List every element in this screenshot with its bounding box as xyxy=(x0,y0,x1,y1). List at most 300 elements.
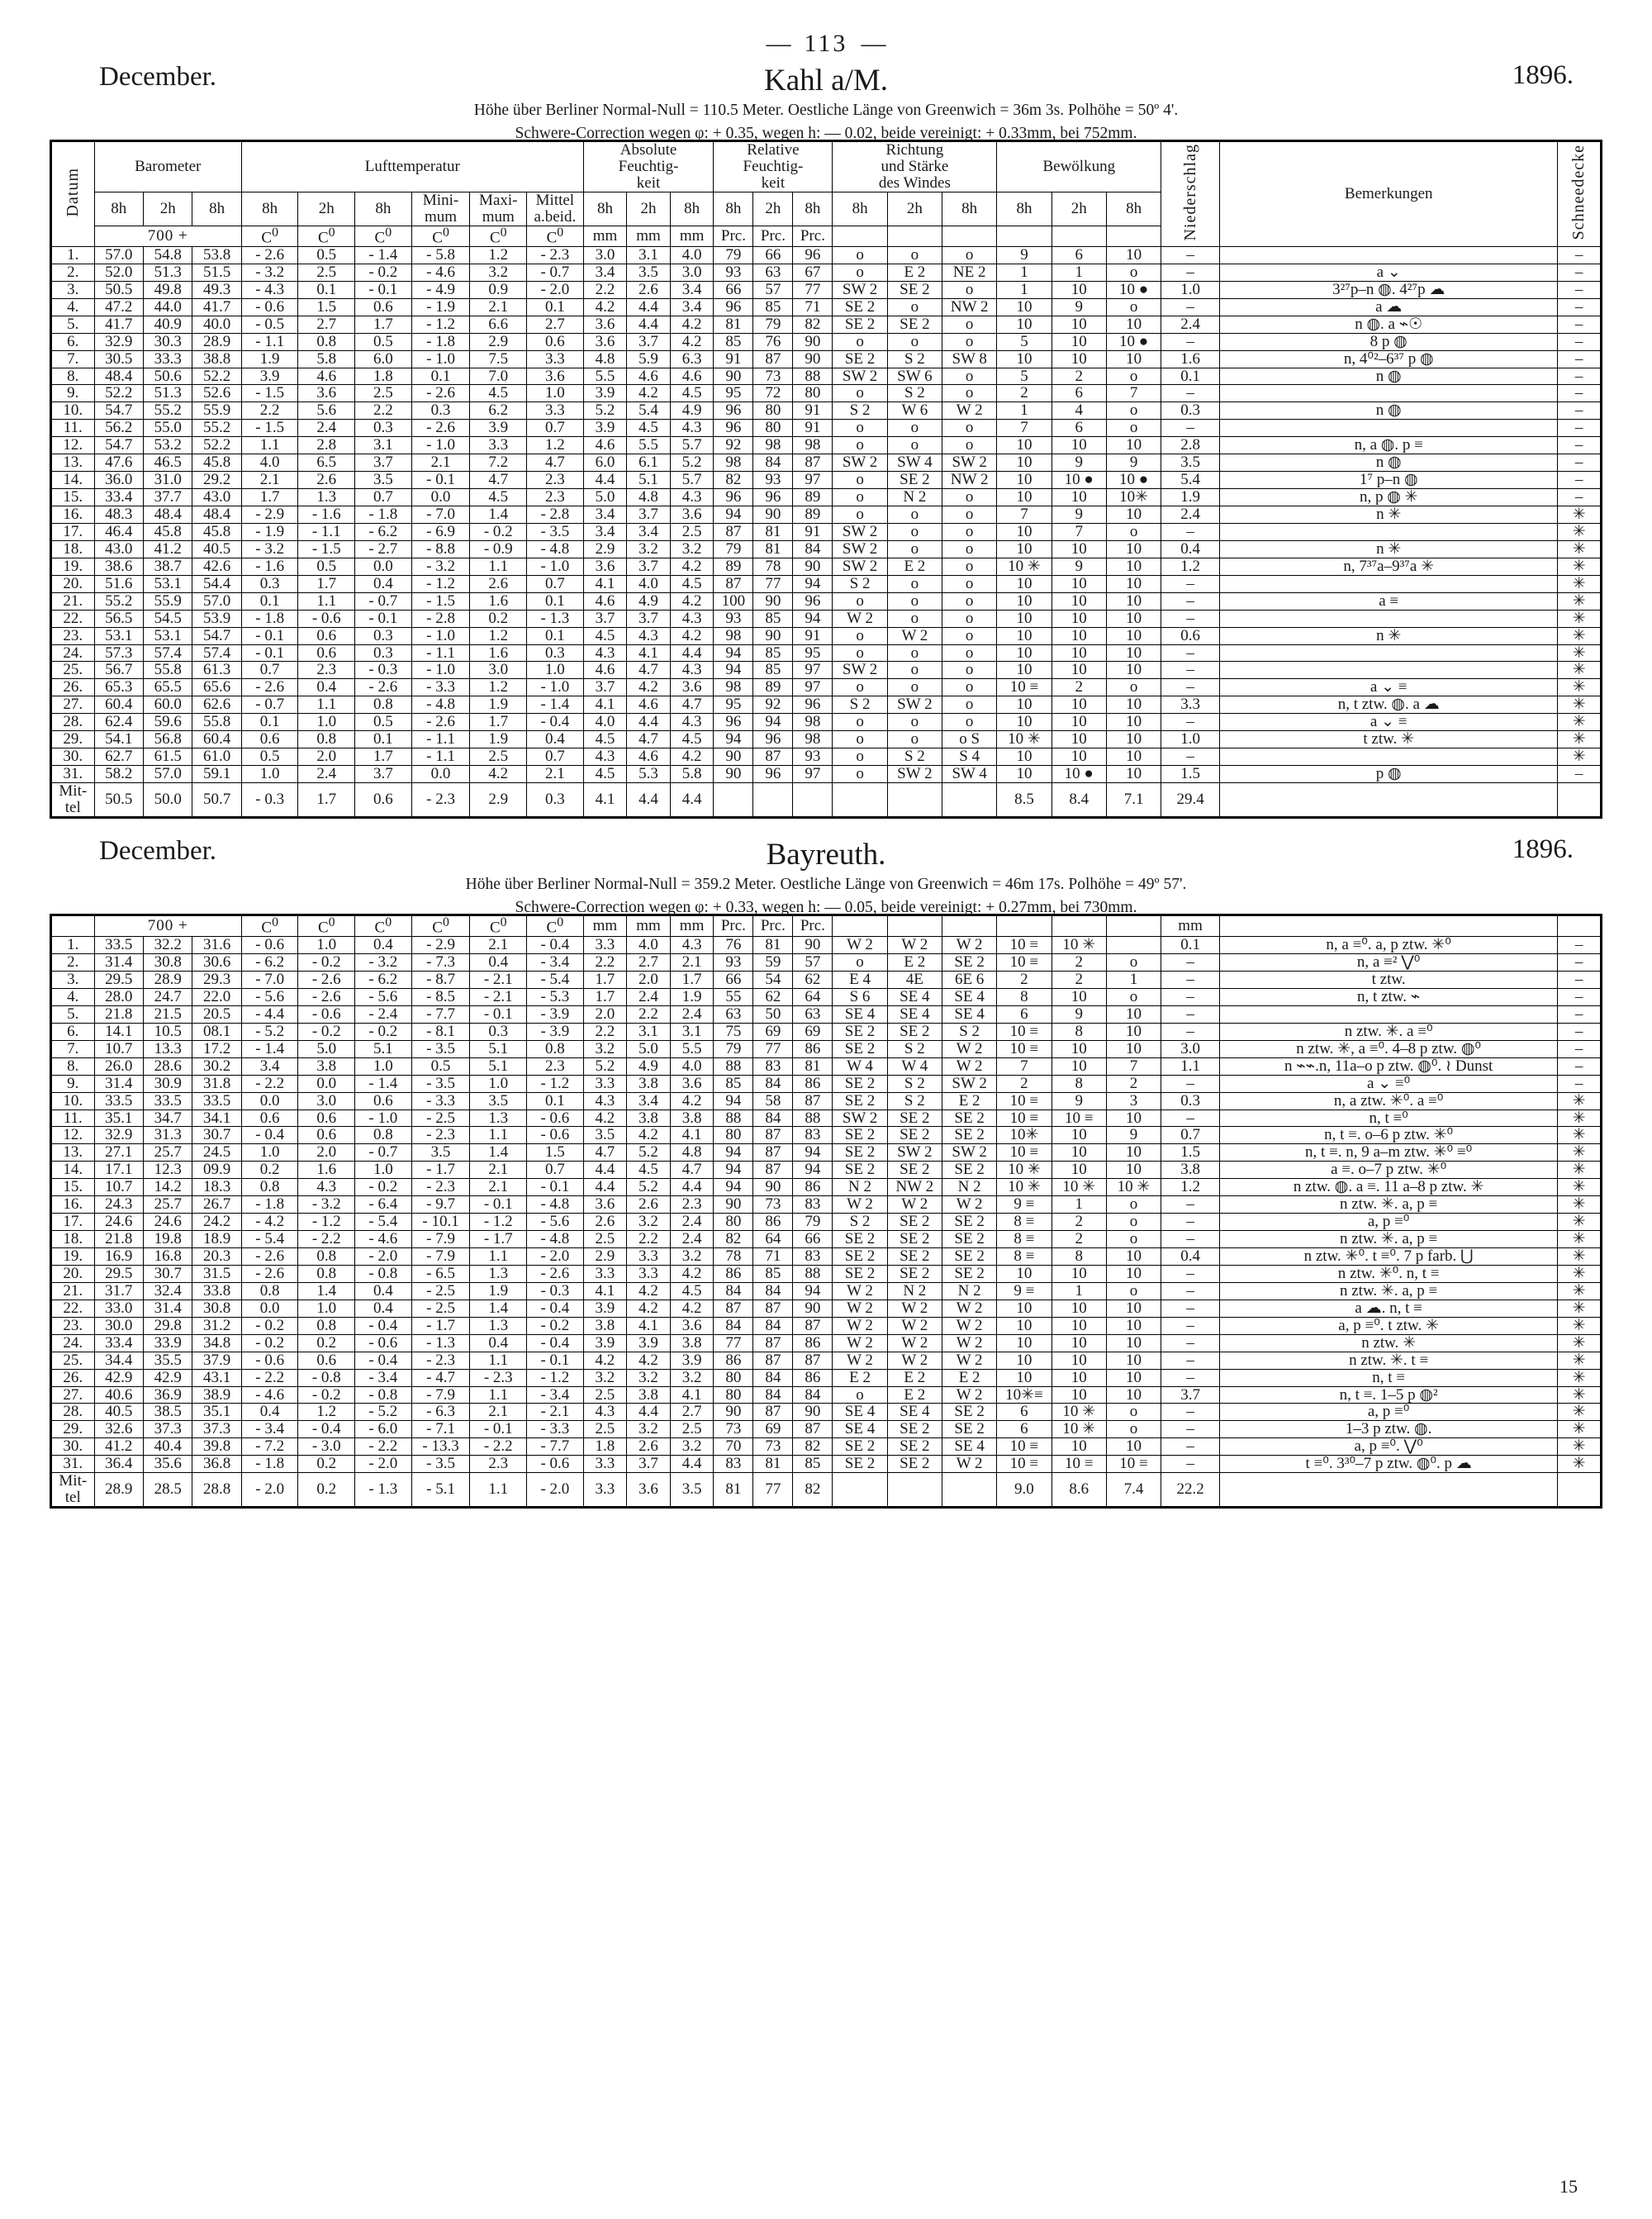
cell-abs-humidity: 4.4 xyxy=(670,1179,714,1196)
cell-abs-humidity: 3.9 xyxy=(583,385,627,402)
cell-abs-humidity: 3.7 xyxy=(627,1456,671,1473)
cell-rel-humidity: 94 xyxy=(793,1282,833,1300)
cell-wind: W 4 xyxy=(833,1057,887,1075)
header-bar-8h: 8h xyxy=(94,192,143,226)
cell-wind: W 2 xyxy=(833,1196,887,1214)
cell-barometer: 57.3 xyxy=(94,644,143,662)
cell-wind: S 2 xyxy=(833,696,887,714)
cell-cloud: 10 xyxy=(1051,1334,1106,1352)
cell-barometer: 24.2 xyxy=(192,1214,241,1231)
cell-rel-humidity: 98 xyxy=(793,437,833,454)
cell-temperature: - 0.1 xyxy=(241,627,298,644)
cell-remarks: n ✳ xyxy=(1220,627,1558,644)
cell-cloud: 10 xyxy=(1106,1110,1161,1127)
cell-cloud: 7 xyxy=(997,420,1051,437)
cell-abs-humidity: 4.2 xyxy=(670,748,714,766)
cell-abs-humidity: 6.1 xyxy=(627,454,671,472)
cell-barometer: 52.2 xyxy=(192,368,241,385)
cell-snowcover: ✳ xyxy=(1558,1265,1602,1282)
cell-temperature: - 2.6 xyxy=(411,420,470,437)
cell-temperature: - 4.7 xyxy=(411,1369,470,1386)
cell-remarks: n ztw. ✳. a, p ≡ xyxy=(1220,1231,1558,1248)
cell-wind: SE 4 xyxy=(833,1421,887,1438)
cell-snowcover: ✳ xyxy=(1558,1179,1602,1196)
cell-abs-humidity: 4.5 xyxy=(670,575,714,592)
cell-rel-humidity: 83 xyxy=(793,1196,833,1214)
cell-rel-humidity: 86 xyxy=(793,1075,833,1092)
cell-wind: o xyxy=(833,437,887,454)
cell-temperature: - 4.2 xyxy=(241,1214,298,1231)
cell-remarks: n ⌁⌁.n, 11a–o p ztw. ◍⁰. ≀ Dunst xyxy=(1220,1057,1558,1075)
cell-temperature: - 1.1 xyxy=(411,748,470,766)
cell-barometer: 42.9 xyxy=(94,1369,143,1386)
cell-wind: SE 4 xyxy=(887,1404,942,1421)
cell-barometer: 39.8 xyxy=(192,1438,241,1456)
unit-rel-1: Prc. xyxy=(714,226,753,246)
cell-cloud: 1 xyxy=(1106,972,1161,989)
cell-barometer: 52.6 xyxy=(192,385,241,402)
cell-wind: E 2 xyxy=(942,1369,996,1386)
cell-remarks: 1⁷ p–n ◍ xyxy=(1220,472,1558,489)
cell-rel-humidity: 80 xyxy=(714,1386,753,1404)
month-label-bayreuth: December. xyxy=(99,835,217,866)
cell-temperature: 1.1 xyxy=(470,1248,527,1266)
cell-temperature: - 2.6 xyxy=(241,246,298,264)
cell-rel-humidity: 89 xyxy=(793,506,833,524)
cell-cloud: 10 xyxy=(997,437,1051,454)
cell-temperature: 4.3 xyxy=(298,1179,355,1196)
cell-cloud: 8 xyxy=(1051,1075,1106,1092)
cell-remarks: a ☁ xyxy=(1220,298,1558,316)
cell-precipitation: 2.4 xyxy=(1161,316,1220,333)
cell-barometer: 21.5 xyxy=(144,1005,192,1023)
cell-snowcover: – xyxy=(1558,1023,1602,1040)
header-abs-feucht: Absolute Feuchtig- keit xyxy=(583,141,714,192)
cell-abs-humidity: 4.7 xyxy=(583,1144,627,1162)
cell-temperature: 2.3 xyxy=(527,489,584,506)
cell-temperature: 1.0 xyxy=(298,1300,355,1317)
cell-temperature: 0.0 xyxy=(241,1300,298,1317)
cell-temperature: 3.9 xyxy=(241,368,298,385)
cell-wind: o xyxy=(887,246,942,264)
cell-barometer: 59.1 xyxy=(192,766,241,783)
cell-wind: SE 2 xyxy=(833,1456,887,1473)
row-day: 28. xyxy=(51,1404,95,1421)
cell-barometer: 61.3 xyxy=(192,662,241,679)
cell-temperature: - 1.0 xyxy=(411,350,470,368)
cell-precipitation: – xyxy=(1161,1456,1220,1473)
cell-rel-humidity: 84 xyxy=(753,1110,793,1127)
cell-temperature: - 1.7 xyxy=(470,1231,527,1248)
cell-abs-humidity: 3.9 xyxy=(627,1334,671,1352)
cell-temperature: - 5.4 xyxy=(527,972,584,989)
cell-temperature: 1.4 xyxy=(470,506,527,524)
cell-rel-humidity: 81 xyxy=(753,523,793,540)
header-wind-2h: 2h xyxy=(887,192,942,226)
cell-rel-humidity-mean xyxy=(753,783,793,818)
cell-wind: SE 2 xyxy=(887,316,942,333)
cell-remarks: n ztw. ◍. a ≡. 11 a–8 p ztw. ✳ xyxy=(1220,1179,1558,1196)
cell-precipitation: – xyxy=(1161,1282,1220,1300)
cell-rel-humidity: 81 xyxy=(793,1057,833,1075)
cell-temperature: - 0.3 xyxy=(527,1282,584,1300)
cell-remarks: n ztw. ✳. a, p ≡ xyxy=(1220,1282,1558,1300)
cell-rel-humidity: 85 xyxy=(714,1075,753,1092)
table-row xyxy=(51,1179,1602,1196)
cell-temperature: - 1.1 xyxy=(411,731,470,748)
cell-abs-humidity: 3.9 xyxy=(583,1300,627,1317)
cell-remarks xyxy=(1220,1005,1558,1023)
cell-rel-humidity: 90 xyxy=(714,766,753,783)
cell-temperature: - 13.3 xyxy=(411,1438,470,1456)
cell-temperature-mean: 0.6 xyxy=(355,783,412,818)
cell-abs-humidity: 4.1 xyxy=(583,1282,627,1300)
header-bemerkungen: Bemerkungen xyxy=(1220,141,1558,247)
cell-temperature-mean: 1.7 xyxy=(298,783,355,818)
cell-snowcover: – xyxy=(1558,350,1602,368)
cell-wind: SE 4 xyxy=(887,1005,942,1023)
cell-rel-humidity: 57 xyxy=(793,954,833,972)
cell-cloud: 10 xyxy=(1106,644,1161,662)
cell-rel-humidity: 82 xyxy=(793,316,833,333)
cell-temperature: 4.7 xyxy=(527,454,584,472)
footer-number: 15 xyxy=(1559,2176,1578,2197)
cell-cloud: 10 ✳ xyxy=(1051,1179,1106,1196)
cell-abs-humidity: 3.3 xyxy=(583,937,627,954)
cell-precipitation: 1.1 xyxy=(1161,1057,1220,1075)
cell-wind: NW 2 xyxy=(887,1179,942,1196)
cell-cloud: 10 xyxy=(1106,437,1161,454)
cell-barometer: 54.8 xyxy=(144,246,192,264)
cell-abs-humidity: 2.6 xyxy=(627,1438,671,1456)
cell-wind: N 2 xyxy=(942,1179,996,1196)
header-bar-2h: 2h xyxy=(144,192,192,226)
cell-snowcover: ✳ xyxy=(1558,523,1602,540)
cell-rel-humidity: 96 xyxy=(714,298,753,316)
cell-barometer: 35.1 xyxy=(94,1110,143,1127)
cell-rel-humidity: 85 xyxy=(793,1456,833,1473)
cell-cloud: 10 ✳ xyxy=(1051,1404,1106,1421)
table-row xyxy=(51,1005,1602,1023)
cell-barometer: 18.9 xyxy=(192,1231,241,1248)
cell-barometer: 61.0 xyxy=(192,748,241,766)
cell-rel-humidity: 66 xyxy=(714,281,753,298)
cell-cloud: 10 ● xyxy=(1051,472,1106,489)
table-row xyxy=(51,610,1602,627)
cell-barometer: 30.5 xyxy=(94,350,143,368)
cell-abs-humidity: 4.5 xyxy=(627,1162,671,1179)
cell-barometer: 53.1 xyxy=(144,627,192,644)
row-mittel-label: Mit- tel xyxy=(51,783,95,818)
table-row xyxy=(51,298,1602,316)
cell-temperature: 1.0 xyxy=(298,937,355,954)
cell-cloud: 1 xyxy=(997,281,1051,298)
cell-abs-humidity: 4.6 xyxy=(583,592,627,610)
cell-rel-humidity: 86 xyxy=(714,1352,753,1369)
cell-temperature: 0.5 xyxy=(411,1057,470,1075)
cell-barometer: 21.8 xyxy=(94,1231,143,1248)
cell-temperature: - 1.9 xyxy=(241,523,298,540)
cell-snowcover: ✳ xyxy=(1558,1110,1602,1127)
cell-abs-humidity: 5.4 xyxy=(627,402,671,420)
cell-temperature: 0.8 xyxy=(298,1317,355,1334)
cell-temperature: 0.0 xyxy=(411,489,470,506)
cell-cloud: 6 xyxy=(1051,246,1106,264)
cell-abs-humidity: 4.3 xyxy=(670,420,714,437)
cell-rel-humidity: 89 xyxy=(793,489,833,506)
cell-rel-humidity: 96 xyxy=(753,766,793,783)
cell-barometer: 28.6 xyxy=(144,1057,192,1075)
cell-abs-humidity: 4.3 xyxy=(583,748,627,766)
cell-wind: SE 2 xyxy=(833,1127,887,1144)
cell-precipitation: 1.5 xyxy=(1161,1144,1220,1162)
unit-b-rel-2: Prc. xyxy=(753,915,793,936)
cell-barometer: 32.9 xyxy=(94,333,143,350)
cell-cloud: 1 xyxy=(997,264,1051,281)
cell-abs-humidity: 4.4 xyxy=(670,1456,714,1473)
cell-wind: o xyxy=(942,368,997,385)
cell-temperature-mean: - 5.1 xyxy=(411,1473,470,1508)
cell-precipitation: – xyxy=(1161,523,1220,540)
cell-cloud: 10 xyxy=(997,610,1051,627)
row-day: 1. xyxy=(51,246,95,264)
cell-temperature: - 6.5 xyxy=(411,1265,470,1282)
cell-abs-humidity: 5.3 xyxy=(627,766,671,783)
cell-temperature: 3.4 xyxy=(241,1057,298,1075)
cell-abs-humidity: 3.7 xyxy=(583,610,627,627)
cell-wind: E 4 xyxy=(833,972,887,989)
cell-rel-humidity: 96 xyxy=(714,402,753,420)
cell-temperature: - 0.6 xyxy=(527,1127,584,1144)
cell-precipitation: – xyxy=(1161,1317,1220,1334)
cell-rel-humidity: 93 xyxy=(753,472,793,489)
cell-snowcover: – xyxy=(1558,454,1602,472)
cell-temperature: 0.7 xyxy=(527,420,584,437)
table-row xyxy=(51,988,1602,1005)
cell-temperature: - 3.2 xyxy=(241,540,298,558)
unit-b-temp-1: $C^0$ xyxy=(241,915,298,936)
cell-wind: o xyxy=(887,610,942,627)
cell-temperature: 2.7 xyxy=(298,316,355,333)
cell-temperature: - 0.1 xyxy=(470,1196,527,1214)
cell-rel-humidity: 93 xyxy=(714,610,753,627)
cell-abs-humidity: 3.3 xyxy=(583,1075,627,1092)
cell-temperature: 0.6 xyxy=(355,1092,412,1110)
cell-temperature: 0.4 xyxy=(355,1282,412,1300)
cell-wind: o xyxy=(887,714,942,731)
table-row xyxy=(51,1404,1602,1421)
cell-wind: o xyxy=(887,731,942,748)
meta-line-2-kahl: Schwere-Correction wegen φ: + 0.35, wegen h: — 0.02, beide vereinigt: + 0.33mm, bei 752mm. xyxy=(515,125,1137,143)
row-day: 3. xyxy=(51,972,95,989)
cell-temperature: 0.6 xyxy=(241,731,298,748)
cell-snowcover: ✳ xyxy=(1558,748,1602,766)
unit-cloud-1 xyxy=(997,226,1051,246)
cell-rel-humidity: 88 xyxy=(714,1110,753,1127)
cell-rel-humidity: 87 xyxy=(753,1162,793,1179)
cell-temperature: - 2.3 xyxy=(527,246,584,264)
cell-barometer: 26.7 xyxy=(192,1196,241,1214)
cell-snowcover: – xyxy=(1558,246,1602,264)
cell-temperature: 7.5 xyxy=(470,350,527,368)
cell-wind: SE 2 xyxy=(942,1248,996,1266)
cell-temperature: - 0.1 xyxy=(470,1005,527,1023)
cell-abs-humidity: 2.6 xyxy=(583,1214,627,1231)
cell-cloud: 10 xyxy=(997,662,1051,679)
cell-cloud-mean: 7.1 xyxy=(1106,783,1161,818)
cell-wind: S 2 xyxy=(833,575,887,592)
cell-temperature: 0.4 xyxy=(298,679,355,696)
cell-abs-humidity: 3.2 xyxy=(670,1438,714,1456)
row-day: 21. xyxy=(51,1282,95,1300)
cell-temperature-mean: 1.1 xyxy=(470,1473,527,1508)
cell-cloud: 10 xyxy=(1051,540,1106,558)
cell-cloud: 9 xyxy=(1051,558,1106,575)
cell-barometer: 55.8 xyxy=(192,714,241,731)
cell-temperature: 0.6 xyxy=(298,1110,355,1127)
cell-precipitation: – xyxy=(1161,1421,1220,1438)
cell-cloud: 10 xyxy=(997,1265,1051,1282)
cell-temperature: 4.5 xyxy=(470,385,527,402)
table-row xyxy=(51,281,1602,298)
cell-barometer: 43.0 xyxy=(192,489,241,506)
cell-wind-mean xyxy=(942,783,997,818)
cell-precipitation: – xyxy=(1161,1214,1220,1231)
cell-wind-mean xyxy=(887,783,942,818)
cell-barometer: 56.8 xyxy=(144,731,192,748)
table-row xyxy=(51,523,1602,540)
cell-cloud: 6 xyxy=(1051,385,1106,402)
cell-temperature: - 0.7 xyxy=(527,264,584,281)
cell-temperature: 2.3 xyxy=(527,472,584,489)
cell-temperature: - 1.5 xyxy=(411,592,470,610)
cell-wind: o xyxy=(833,954,887,972)
cell-cloud: 10 xyxy=(997,766,1051,783)
cell-wind: SW 2 xyxy=(887,696,942,714)
cell-abs-humidity: 4.3 xyxy=(627,627,671,644)
cell-wind: S 4 xyxy=(942,748,997,766)
cell-temperature: 1.0 xyxy=(527,662,584,679)
cell-wind: SE 2 xyxy=(887,1214,942,1231)
cell-barometer: 24.3 xyxy=(94,1196,143,1214)
table-row xyxy=(51,489,1602,506)
cell-temperature: - 1.0 xyxy=(411,662,470,679)
cell-temperature: 0.4 xyxy=(241,1404,298,1421)
cell-temperature: 0.4 xyxy=(355,937,412,954)
cell-temperature: - 3.4 xyxy=(355,1369,412,1386)
header-temp-mittel: Mittel a.beid. xyxy=(527,192,584,226)
cell-abs-humidity: 5.7 xyxy=(670,472,714,489)
cell-remarks: n, t ≡. o–6 p ztw. ✳⁰ xyxy=(1220,1127,1558,1144)
cell-remarks xyxy=(1220,523,1558,540)
cell-abs-humidity: 4.0 xyxy=(670,246,714,264)
cell-wind: o xyxy=(942,489,997,506)
cell-cloud: 9 xyxy=(1051,454,1106,472)
cell-abs-humidity: 3.4 xyxy=(627,1092,671,1110)
cell-barometer: 45.8 xyxy=(192,523,241,540)
cell-rel-humidity: 93 xyxy=(793,748,833,766)
header-abs-8h: 8h xyxy=(583,192,627,226)
cell-cloud: 10 xyxy=(1051,1352,1106,1369)
cell-barometer: 30.3 xyxy=(144,333,192,350)
cell-temperature: 0.6 xyxy=(298,644,355,662)
cell-precipitation: 0.1 xyxy=(1161,368,1220,385)
cell-wind: SE 2 xyxy=(887,1421,942,1438)
cell-snowcover: – xyxy=(1558,972,1602,989)
cell-wind: SW 2 xyxy=(833,1110,887,1127)
cell-barometer: 54.1 xyxy=(94,731,143,748)
cell-rel-humidity: 87 xyxy=(793,1092,833,1110)
cell-temperature: 3.1 xyxy=(355,437,412,454)
cell-wind: W 2 xyxy=(887,1196,942,1214)
cell-wind: NW 2 xyxy=(942,472,997,489)
cell-cloud: 10 xyxy=(1051,1040,1106,1057)
cell-remarks: n ztw. ✳. t ≡ xyxy=(1220,1352,1558,1369)
cell-rel-humidity: 95 xyxy=(714,385,753,402)
cell-barometer: 34.8 xyxy=(192,1334,241,1352)
cell-cloud: o xyxy=(1106,264,1161,281)
cell-cloud: 10 ≡ xyxy=(997,1110,1051,1127)
cell-cloud: o xyxy=(1106,368,1161,385)
cell-wind: W 2 xyxy=(942,1057,996,1075)
unit-temp-5: $C^0$ xyxy=(470,226,527,246)
cell-abs-humidity: 4.2 xyxy=(627,385,671,402)
cell-temperature: 0.7 xyxy=(527,1162,584,1179)
cell-temperature: - 0.8 xyxy=(355,1265,412,1282)
cell-wind: o xyxy=(833,333,887,350)
cell-cloud: 10 xyxy=(1051,1144,1106,1162)
cell-rel-humidity: 67 xyxy=(793,264,833,281)
cell-barometer: 38.7 xyxy=(144,558,192,575)
header-abs-8hb: 8h xyxy=(670,192,714,226)
cell-wind: SW 2 xyxy=(833,558,887,575)
unit-b-abs-2: mm xyxy=(627,915,671,936)
cell-wind: SE 2 xyxy=(833,1092,887,1110)
cell-precipitation: 3.8 xyxy=(1161,1162,1220,1179)
cell-precipitation: 0.6 xyxy=(1161,627,1220,644)
cell-snowcover: ✳ xyxy=(1558,1352,1602,1369)
cell-abs-humidity: 4.8 xyxy=(583,350,627,368)
cell-temperature: - 2.3 xyxy=(411,1127,470,1144)
cell-cloud-mean: 7.4 xyxy=(1106,1473,1161,1508)
cell-cloud: 7 xyxy=(997,1057,1051,1075)
cell-temperature: 0.3 xyxy=(470,1023,527,1040)
cell-temperature: 0.7 xyxy=(527,575,584,592)
cell-snowcover: ✳ xyxy=(1558,1248,1602,1266)
cell-wind: o xyxy=(942,714,997,731)
cell-temperature: - 3.5 xyxy=(411,1075,470,1092)
cell-rel-humidity: 85 xyxy=(753,610,793,627)
cell-wind: E 2 xyxy=(887,264,942,281)
cell-barometer: 35.6 xyxy=(144,1456,192,1473)
header-niederschlag xyxy=(1161,141,1220,247)
cell-temperature: 1.0 xyxy=(355,1162,412,1179)
cell-temperature: 1.4 xyxy=(298,1282,355,1300)
cell-remarks: 3²⁷p–n ◍. 4²⁷p ☁ xyxy=(1220,281,1558,298)
cell-temperature: - 5.4 xyxy=(355,1214,412,1231)
table-row xyxy=(51,402,1602,420)
unit-wind-2 xyxy=(887,226,942,246)
cell-temperature: - 3.9 xyxy=(527,1023,584,1040)
table-row xyxy=(51,264,1602,281)
cell-rel-humidity: 96 xyxy=(793,592,833,610)
row-day: 14. xyxy=(51,472,95,489)
cell-wind: o xyxy=(833,748,887,766)
cell-barometer: 24.5 xyxy=(192,1144,241,1162)
row-day: 11. xyxy=(51,420,95,437)
cell-barometer: 53.1 xyxy=(94,627,143,644)
cell-barometer: 32.9 xyxy=(94,1127,143,1144)
